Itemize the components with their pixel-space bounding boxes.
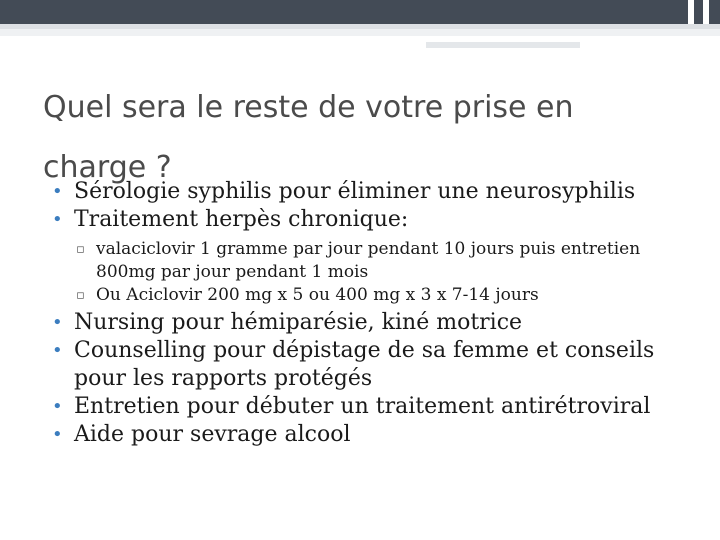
bullet-item [52, 337, 692, 393]
bullet-list [52, 178, 692, 449]
bullet-square-icon: ▫ [76, 288, 85, 303]
bullet-square-icon: ▫ [76, 242, 85, 257]
bullet-text: Counselling pour dépistage de sa femme et conseils pour les rapports protégés [74, 338, 655, 391]
bullet-item [52, 206, 692, 234]
sub-bullet-item [52, 284, 692, 307]
bullet-text: Traitement herpès chronique: [74, 207, 409, 232]
accent-rule [426, 42, 580, 48]
bullet-text: Entretien pour débuter un traitement antirétroviral [74, 394, 651, 419]
bullet-item [52, 421, 692, 449]
bullet-dot-icon: • [52, 396, 63, 417]
sub-bullet-text: Ou Aciclovir 200 mg x 5 ou 400 mg x 3 x 7-14 jours [96, 285, 539, 305]
header-stripe [703, 0, 709, 24]
bullet-dot-icon: • [52, 312, 63, 333]
header-bar [0, 0, 720, 24]
sub-bullet-text: valaciclovir 1 gramme par jour pendant 10 jours puis entretien 800mg par jour pendant 1 mois [96, 239, 641, 282]
bullet-dot-icon: • [52, 340, 63, 361]
bullet-text: Nursing pour hémiparésie, kiné motrice [74, 310, 523, 335]
bullet-item [52, 309, 692, 337]
bullet-text: Aide pour sevrage alcool [74, 422, 351, 447]
bullet-item [52, 178, 692, 206]
header-rule-light [0, 29, 720, 36]
slide-title: Quel sera le reste de votre prise en charge ? [43, 90, 574, 185]
bullet-text: Sérologie syphilis pour éliminer une neurosyphilis [74, 179, 636, 204]
header-stripe [688, 0, 694, 24]
bullet-item [52, 393, 692, 421]
sub-bullet-item [52, 238, 692, 284]
bullet-dot-icon: • [52, 209, 63, 230]
bullet-dot-icon: • [52, 181, 63, 202]
bullet-dot-icon: • [52, 424, 63, 445]
